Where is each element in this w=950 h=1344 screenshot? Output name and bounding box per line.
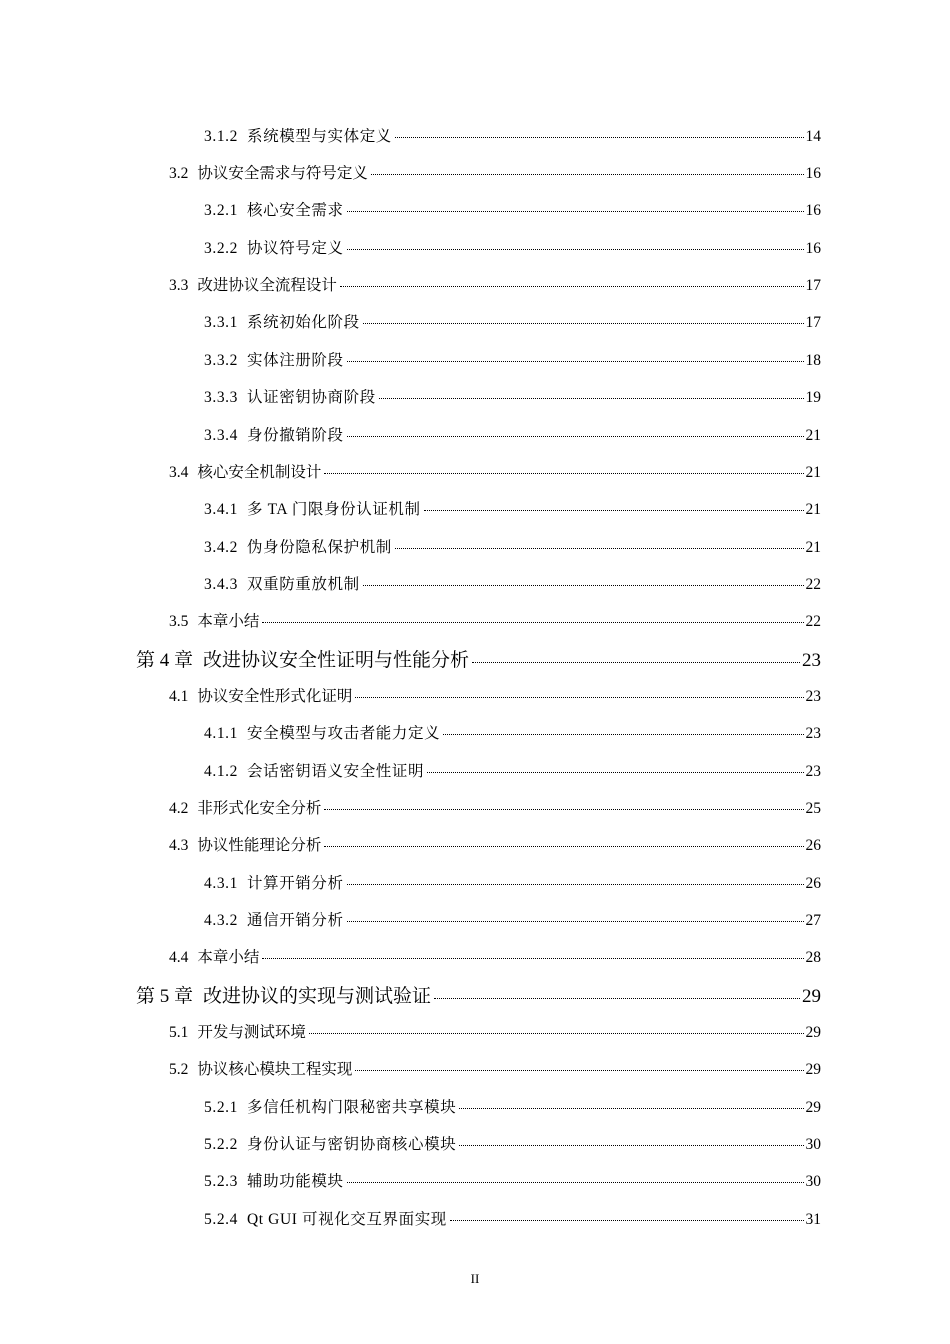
toc-entry-page: 29 [805,1099,821,1116]
toc-entry-number: 3.2.2 [204,240,238,257]
toc-entry[interactable] [204,348,821,370]
toc-entry-page: 22 [805,613,821,630]
toc-entry-page: 31 [805,1211,821,1228]
toc-entry-number: 4.1.2 [204,763,238,780]
toc-entry-number: 3.4 [169,464,189,481]
toc-entry-number: 3.3 [169,277,189,294]
toc-entry-page: 26 [805,875,821,892]
toc-chapter-entry[interactable] [136,981,821,1008]
toc-entry[interactable] [204,721,821,743]
toc-entry-title: 计算开销分析 [247,875,344,892]
toc-entry-title: 多信任机构门限秘密共享模块 [247,1099,457,1116]
toc-dot-leader [347,361,804,362]
toc-dot-leader [324,846,803,847]
toc-entry-number: 4.3.1 [204,875,238,892]
toc-entry-title: 系统初始化阶段 [247,314,360,331]
toc-entry-page: 23 [805,725,821,742]
toc-entry[interactable] [204,423,821,445]
toc-entry[interactable] [204,497,821,519]
toc-dot-leader [434,998,800,999]
toc-dot-leader [472,662,800,663]
toc-entry-page: 14 [805,128,821,145]
toc-entry-title: 核心安全机制设计 [197,464,322,481]
toc-dot-leader [443,734,803,735]
toc-entry-number: 3.4.1 [204,501,238,518]
toc-entry[interactable] [204,385,821,407]
toc-entry-number: 3.3.4 [204,427,238,444]
toc-entry[interactable] [204,535,821,557]
toc-entry-page: 26 [805,837,821,854]
toc-entry-number: 3.3.1 [204,314,238,331]
toc-entry[interactable] [169,796,821,818]
toc-entry-number: 3.4.2 [204,539,238,556]
toc-entry-title: 身份认证与密钥协商核心模块 [247,1136,457,1153]
toc-entry[interactable] [204,1207,821,1229]
toc-dot-leader [309,1033,804,1034]
toc-dot-leader [427,772,803,773]
toc-dot-leader [347,921,804,922]
toc-dot-leader [347,1182,804,1183]
toc-entry[interactable] [204,1132,821,1154]
toc-entry-title: 改进协议全流程设计 [197,277,337,294]
toc-entry-page: 27 [805,912,821,929]
toc-entry-number: 3.3.2 [204,352,238,369]
toc-entry-title: 通信开销分析 [247,912,344,929]
toc-entry-number: 5.2.4 [204,1211,238,1228]
toc-entry[interactable] [204,871,821,893]
toc-entry-title: 系统模型与实体定义 [247,128,392,145]
toc-entry-page: 30 [805,1136,821,1153]
toc-entry-number: 4.3.2 [204,912,238,929]
toc-entry-page: 29 [802,986,821,1007]
toc-entry-number: 5.2.1 [204,1099,238,1116]
toc-entry-number: 5.2.3 [204,1173,238,1190]
toc-entry-number: 3.3.3 [204,389,238,406]
toc-chapter-entry[interactable] [136,645,821,672]
toc-entry[interactable] [169,1057,821,1079]
toc-entry-title: 双重防重放机制 [247,576,360,593]
toc-entry-title: 伪身份隐私保护机制 [247,539,392,556]
toc-entry-page: 21 [805,427,821,444]
toc-dot-leader [262,958,803,959]
toc-entry-title: 改进协议的实现与测试验证 [203,986,432,1007]
toc-entry-page: 21 [805,539,821,556]
toc-dot-leader [363,323,804,324]
toc-entry[interactable] [204,1169,821,1191]
toc-entry[interactable] [204,310,821,332]
toc-dot-leader [347,436,804,437]
toc-entry[interactable] [204,1095,821,1117]
toc-entry-page: 21 [805,501,821,518]
toc-dot-leader [355,1070,803,1071]
toc-dot-leader [363,585,804,586]
toc-dot-leader [347,249,804,250]
toc-entry-title: 协议核心模块工程实现 [197,1061,353,1078]
toc-dot-leader [347,211,804,212]
toc-entry-page: 28 [805,949,821,966]
toc-entry[interactable] [169,1020,821,1042]
toc-entry[interactable] [169,833,821,855]
toc-entry[interactable] [169,460,821,482]
toc-dot-leader [347,884,804,885]
toc-entry-number: 3.2 [169,165,189,182]
toc-entry-number: 3.1.2 [204,128,238,145]
toc-entry-title: 非形式化安全分析 [197,800,322,817]
toc-entry-number: 5.2.2 [204,1136,238,1153]
toc-entry-page: 30 [805,1173,821,1190]
toc-entry-page: 16 [805,240,821,257]
toc-entry-title: 协议符号定义 [247,240,344,257]
toc-entry-number: 5.1 [169,1024,189,1041]
toc-entry[interactable] [204,124,821,146]
toc-entry-title: 协议安全性形式化证明 [197,688,353,705]
toc-entry-title: Qt GUI 可视化交互界面实现 [247,1211,447,1228]
toc-entry-number: 3.4.3 [204,576,238,593]
toc-entry[interactable] [204,198,821,220]
toc-entry-title: 多 TA 门限身份认证机制 [247,501,421,518]
toc-entry[interactable] [204,572,821,594]
toc-entry[interactable] [204,236,821,258]
toc-entry-title: 会话密钥语义安全性证明 [247,763,425,780]
toc-entry-page: 16 [805,165,821,182]
toc-dot-leader [395,548,804,549]
toc-entry-title: 辅助功能模块 [247,1173,344,1190]
toc-entry-number: 4.4 [169,949,189,966]
toc-entry[interactable] [169,945,821,967]
toc-entry-title: 实体注册阶段 [247,352,344,369]
toc-entry-page: 25 [805,800,821,817]
toc-dot-leader [355,697,803,698]
toc-entry[interactable] [204,908,821,930]
toc-entry-title: 开发与测试环境 [197,1024,306,1041]
toc-entry-number: 3.5 [169,613,189,630]
toc-entry-page: 18 [805,352,821,369]
toc-entry-page: 17 [805,314,821,331]
toc-entry-page: 22 [805,576,821,593]
toc-entry-number: 3.2.1 [204,202,238,219]
toc-dot-leader [262,622,803,623]
toc-entry-page: 21 [805,464,821,481]
toc-entry-title: 本章小结 [197,613,260,630]
toc-entry[interactable] [169,161,821,183]
toc-dot-leader [324,473,803,474]
toc-dot-leader [450,1220,804,1221]
toc-entry-page: 23 [802,650,821,671]
toc-entry-title: 协议性能理论分析 [197,837,322,854]
toc-dot-leader [371,174,804,175]
toc-entry-page: 23 [805,763,821,780]
toc-entry-title: 改进协议安全性证明与性能分析 [203,650,470,671]
toc-entry-title: 身份撤销阶段 [247,427,344,444]
toc-entry-title: 协议安全需求与符号定义 [197,165,368,182]
toc-entry[interactable] [169,684,821,706]
toc-dot-leader [424,510,804,511]
toc-entry-page: 29 [805,1061,821,1078]
toc-entry-title: 认证密钥协商阶段 [247,389,376,406]
toc-entry-page: 19 [805,389,821,406]
toc-entry[interactable] [204,759,821,781]
toc-entry-title: 本章小结 [197,949,260,966]
toc-entry-page: 16 [805,202,821,219]
toc-entry-number: 第 5 章 [136,986,194,1007]
toc-entry-number: 4.2 [169,800,189,817]
toc-entry-title: 核心安全需求 [247,202,344,219]
toc-entry-page: 29 [805,1024,821,1041]
toc-entry[interactable] [169,273,821,295]
toc-entry-number: 4.3 [169,837,189,854]
toc-entry-page: 23 [805,688,821,705]
toc-dot-leader [379,398,804,399]
toc-entry-title: 安全模型与攻击者能力定义 [247,725,441,742]
toc-dot-leader [395,137,804,138]
toc-entry-page: 17 [805,277,821,294]
toc-entry-number: 第 4 章 [136,650,194,671]
toc-dot-leader [340,286,804,287]
toc-entry-number: 4.1.1 [204,725,238,742]
toc-dot-leader [324,809,803,810]
toc-entry-number: 5.2 [169,1061,189,1078]
toc-dot-leader [459,1108,803,1109]
toc-dot-leader [459,1145,803,1146]
toc-entry[interactable] [169,609,821,631]
page-number: II [470,1271,480,1286]
toc-entry-number: 4.1 [169,688,189,705]
